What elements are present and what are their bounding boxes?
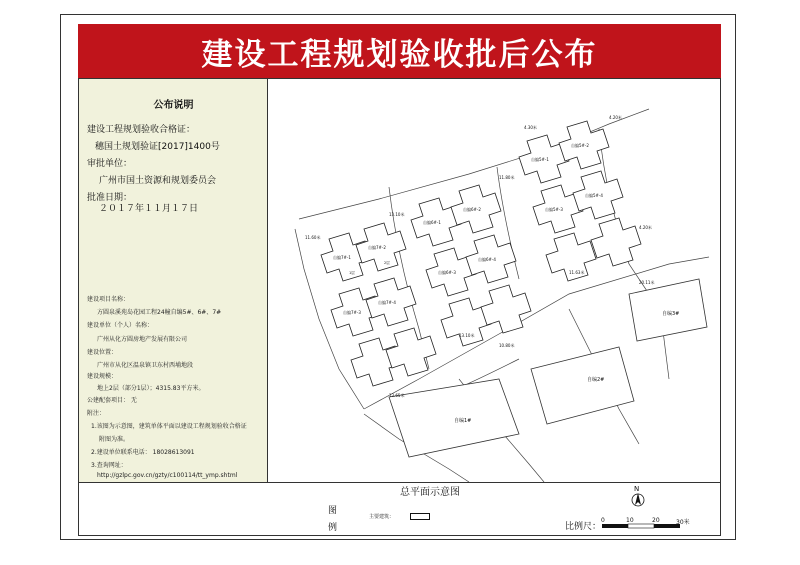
- cert-value: 穗国土规划验证[2017]1400号: [95, 142, 220, 152]
- dim-label: 11.63米: [569, 270, 585, 275]
- dim-label: 13.10米: [389, 212, 405, 217]
- notes-label: 附注：: [87, 410, 106, 417]
- scale-tick-20: 20: [652, 517, 660, 524]
- label-unit: 自编5#-2: [571, 143, 589, 148]
- label-floor: 1层: [349, 271, 355, 275]
- dim-label: 4.20米: [639, 225, 652, 230]
- north-arrow-icon: [630, 483, 646, 509]
- scale-tick-10: 10: [626, 517, 634, 524]
- note-3-url: http://gzlpc.gov.cn/gzty/c100114/tt_ymp.shtml: [97, 472, 238, 479]
- label-unit: 自编5#-1: [531, 157, 549, 162]
- site-plan-map: [269, 79, 720, 482]
- notice-heading: 公布说明: [153, 100, 194, 111]
- dim-label: 13.10米: [459, 333, 475, 338]
- label-unit: 自编7#-2: [368, 245, 386, 250]
- project-value: 方圆泉溪苑岛花园工程24幢自编5#、6#、7#: [97, 309, 222, 316]
- date-value: ２０１７年１１月１７日: [99, 204, 199, 214]
- unit-6-6: [481, 285, 531, 333]
- legend-building-swatch: [410, 513, 430, 520]
- label-unit: 自编5#-3: [545, 207, 563, 212]
- dim-label: 11.60米: [305, 235, 321, 240]
- plan-title: 总平面示意图: [400, 487, 460, 498]
- location-value: 广州市从化区温泉镇卫东村西埔地段: [97, 362, 194, 369]
- label-unit: 自编6#-3: [438, 270, 456, 275]
- dim-label: 20.11米: [639, 280, 655, 285]
- building-2: [531, 347, 634, 424]
- label-unit: 自编5#-4: [585, 193, 603, 198]
- scale-info-label: 建设规模：: [87, 373, 118, 380]
- dim-label: 11.80米: [499, 175, 515, 180]
- building-3: [629, 279, 707, 341]
- label-floor: 2层: [384, 261, 390, 265]
- legend-heading-2: 例: [328, 523, 338, 533]
- notice-panel: [79, 79, 268, 482]
- public-facilities: 公建配套项目： 无: [87, 397, 137, 404]
- label-building-3: 自编3#: [662, 311, 680, 317]
- scale-tick-30: 30米: [676, 519, 690, 526]
- location-label: 建设位置：: [87, 349, 118, 356]
- label-unit: 自编7#-3: [343, 310, 361, 315]
- unit-6-5: [441, 298, 491, 346]
- legend-heading-1: 图: [328, 506, 338, 516]
- north-label: N: [634, 485, 640, 493]
- dim-label: 4.30米: [524, 125, 537, 130]
- unit-5-6: [591, 218, 641, 266]
- label-unit: 自编6#-2: [463, 207, 481, 212]
- note-1b: 附图为准。: [99, 436, 130, 443]
- note-3: 3.查询网址：: [91, 462, 127, 469]
- dim-label: 4.20米: [609, 115, 622, 120]
- title-banner: [78, 24, 721, 79]
- label-unit: 自编7#-4: [378, 300, 396, 305]
- unit-7-6: [386, 328, 436, 376]
- dim-label: 10.80米: [499, 343, 515, 348]
- project-label: 建设项目名称：: [87, 296, 130, 303]
- approver-value: 广州市国土资源和规划委员会: [99, 176, 217, 186]
- scale-tick-0: 0: [601, 517, 605, 524]
- label-building-2: 自编2#: [587, 377, 605, 383]
- label-unit: 自编6#-1: [423, 220, 441, 225]
- scale-label: 比例尺：: [565, 522, 602, 532]
- unit-label: 建设单位（个人）名称：: [87, 322, 154, 329]
- label-unit: 自编6#-4: [478, 257, 496, 262]
- page-title: 建设工程规划验收批后公布: [201, 36, 598, 73]
- note-1a: 1.该图为示意图，建筑单体平面以建设工程规划验收合格证: [91, 423, 247, 430]
- date-label: 批准日期：: [87, 193, 133, 203]
- scale-info-value: 地上2层（部分1层）；4315.83平方米。: [97, 385, 205, 392]
- unit-value: 广州从化方圆房地产发展有限公司: [97, 336, 188, 343]
- label-unit: 自编7#-1: [333, 255, 351, 260]
- label-building-1: 自编1#: [454, 418, 472, 424]
- dim-label: 13.65米: [389, 393, 405, 398]
- approver-label: 审批单位：: [87, 159, 133, 169]
- legend-item-label: 主要建筑：: [369, 514, 395, 520]
- note-2: 2.建设单位联系电话： 18028613091: [91, 449, 195, 456]
- cert-label: 建设工程规划验收合格证：: [87, 125, 196, 135]
